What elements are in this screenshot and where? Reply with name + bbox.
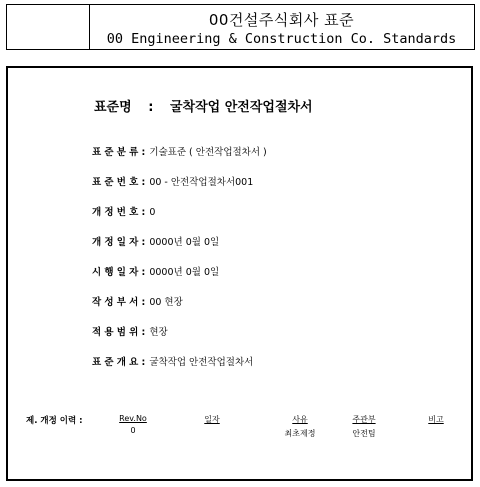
field-standard-number: 표준번호: 00 - 안전작업절차서001	[92, 174, 253, 188]
history-col-rev-no	[98, 414, 168, 435]
history-col-date	[177, 414, 247, 428]
header-box	[6, 4, 475, 50]
field-label: 작성부서	[92, 297, 142, 308]
title-separator: :	[148, 100, 154, 115]
header-logo-cell	[7, 5, 90, 49]
field-classification: 표준분류: 기술표준 ( 안전작업절차서 )	[92, 144, 267, 158]
title-label: 표준명	[94, 100, 132, 115]
field-value: 00 - 안전작업절차서001	[149, 177, 254, 188]
field-label: 표준분류	[92, 147, 142, 158]
history-header: 주관부	[352, 415, 376, 424]
field-revision-date: 개정일자: 0000년 0월 0일	[92, 234, 219, 248]
field-label: 표준개요	[92, 357, 142, 368]
history-col-department	[329, 414, 399, 439]
field-label: 시행일자	[92, 267, 142, 278]
company-name: 00건설주식회사 표준	[208, 11, 355, 29]
field-value: 현장	[149, 327, 168, 338]
standard-title-row	[94, 96, 313, 115]
history-value: 최초제정	[284, 429, 316, 438]
field-summary: 표준개요: 굴착작업 안전작업절차서	[92, 354, 253, 368]
revision-history-label: 제. 개정 이력 :	[26, 416, 83, 426]
field-label: 표준번호	[92, 177, 142, 188]
field-revision-number: 개정번호: 0	[92, 204, 155, 218]
history-value: 안전팀	[352, 429, 376, 438]
field-value: 기술표준 ( 안전작업절차서 )	[149, 147, 267, 158]
document-body	[6, 66, 473, 481]
field-value: 00 현장	[149, 297, 183, 308]
title-value: 굴착작업 안전작업절차서	[169, 100, 313, 115]
field-value: 0000년 0월 0일	[149, 237, 220, 248]
history-header: Rev.No	[119, 414, 147, 423]
history-value: 0	[130, 426, 136, 435]
history-col-reason	[265, 414, 335, 439]
field-label: 개정일자	[92, 237, 142, 248]
field-label: 개정번호	[92, 207, 142, 218]
history-header: 사유	[292, 415, 308, 424]
field-author-department: 작성부서: 00 현장	[92, 294, 183, 308]
field-value: 0	[149, 207, 156, 218]
company-english-name: 00 Engineering & Construction Co. Standards	[106, 31, 457, 47]
field-label: 적용범위	[92, 327, 142, 338]
history-col-remarks	[401, 414, 471, 428]
field-value: 0000년 0월 0일	[149, 267, 220, 278]
history-header: 비고	[428, 415, 444, 424]
field-effective-date: 시행일자: 0000년 0월 0일	[92, 264, 219, 278]
history-header: 일자	[204, 415, 220, 424]
field-value: 굴착작업 안전작업절차서	[149, 357, 254, 368]
field-scope: 적용범위: 현장	[92, 324, 168, 338]
